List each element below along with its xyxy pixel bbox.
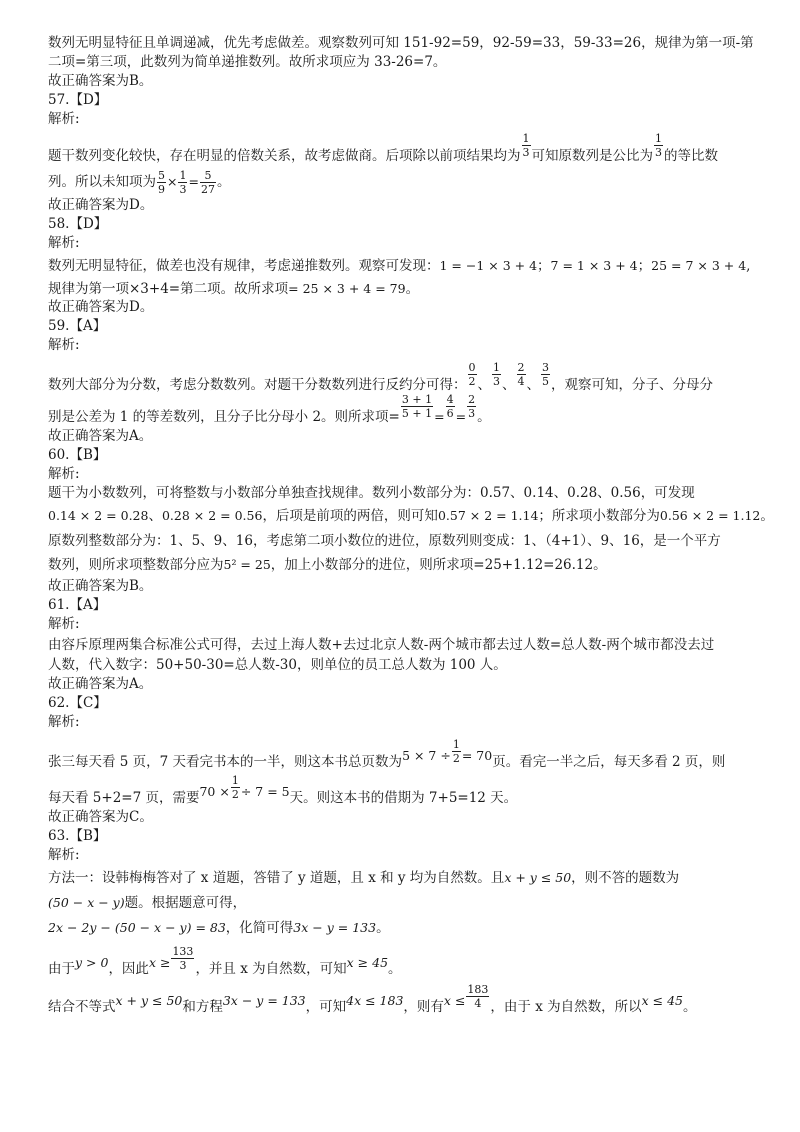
text-line: 数列无明显特征且单调递减，优先考虑做差。观察数列可知 151-92=59，92-59=33，59-33=26，规律为第一项-第 [48,35,754,51]
analysis-label: 解析: [48,111,80,127]
math-expression: 3x − y = 133 [293,920,377,935]
math-expression: 7 = 1 × 3 + 4 [550,258,638,273]
text-line: 方法一：设韩梅梅答对了 x 道题，答错了 y 道题，且 x 和 y 均为自然数。且x + y ≤ 50，则不答的题数为 [48,870,680,886]
fraction: $\frac{1}{2}$ [231,774,239,801]
text-line: 规律为第一项×3+4=第二项。故所求项= 25 × 3 + 4 = 79。 [48,281,420,297]
answer-line: 故正确答案为D。 [48,197,154,213]
text-line: 原数列整数部分为：1、5、9、16，考虑第二项小数位的进位，原数列则变成：1、（4+1）、9、16，是一个平方 [48,533,721,549]
fraction: $\frac{1}{3}$ [493,361,500,388]
fraction: $\frac{1}{2}$ [452,738,460,765]
answer-line: 故正确答案为D。 [48,299,154,315]
math-expression: 0.14 × 2 = 0.28 [48,508,149,523]
question-heading: 57.【D】 [48,92,108,108]
math-expression: = 25 × 3 + 4 = 79 [288,281,406,296]
text-line: (50 − x − y)题。根据题意可得， [48,895,247,911]
answer-line: 故正确答案为B。 [48,578,153,594]
analysis-label: 解析: [48,847,80,863]
question-heading: 60.【B】 [48,447,107,463]
fraction: $\frac{3}{5}$ [542,361,549,388]
fraction: $\frac{3 + 1}{5 + 1}$ [401,393,433,420]
text-line [48,129,760,166]
question-heading: 58.【D】 [48,216,108,232]
text-line: 人数，代入数字：50+50-30=总人数-30，则单位的员工总人数为 100 人。 [48,657,507,673]
text-segment: 可知原数列是公比为 [531,148,653,164]
text-line: 由于y > 0，因此x ≥ $\frac{133}{3}$ ，并且 x 为自然数，可知x ≥ 45。 [48,945,402,977]
text-segment: 。 [216,174,231,190]
math-expression: ÷ 7 = 5 [240,784,290,799]
document-page [48,34,774,1017]
fraction: $\frac{2}{4}$ [517,361,525,388]
question-heading: 59.【A】 [48,318,107,334]
text-line: 0.14 × 2 = 0.28、0.28 × 2 = 0.56，后项是前项的两倍，则可知0.57 × 2 = 1.14；所求项小数部分为0.56 × 2 = 1.12。 [48,508,774,524]
question-heading: 63.【B】 [48,828,107,844]
math-expression: (50 − x − y) [48,895,125,910]
fraction: $\frac{1}{3}$ [655,132,662,159]
fraction: $\frac{2}{3}$ [468,393,476,420]
math-expression: = 70 [461,748,493,763]
text-line: 结合不等式x + y ≤ 50和方程3x − y = 133，可知4x ≤ 183，则有x ≤ $\frac{183}{4}$ ，由于 x 为自然数，所以x ≤ 45。 [48,983,697,1015]
text-line: 别是公差为 1 的等差数列，且分子比分母小 2。则所求项= $\frac{3 + 1}{5 + 1}$ = $\frac{4}{6}$ = $\frac{2}{3}$ 。 [48,393,491,425]
analysis-label: 解析: [48,337,80,353]
text-line: 数列无明显特征，做差也没有规律，考虑递推数列。观察可发现：1 = −1 × 3 + 4；7 = 1 × 3 + 4；25 = 7 × 3 + 4, [48,258,751,274]
math-expression: x + y ≤ 50 [504,870,572,885]
math-expression: 4x ≤ 183 [346,993,404,1008]
fraction: $\frac{0}{2}$ [468,361,476,388]
math-expression: 1 = −1 × 3 + 4 [439,258,538,273]
math-expression: y > 0 [75,955,109,970]
math-expression: x + y ≤ 50 [115,993,183,1008]
text-line: 题干为小数数列，可将整数与小数部分单独查找规律。数列小数部分为：0.57、0.14、0.28、0.56，可发现 [48,485,695,501]
analysis-label: 解析: [48,235,80,251]
analysis-label: 解析: [48,714,80,730]
answer-line: 故正确答案为B。 [48,73,153,89]
analysis-label: 解析: [48,616,80,632]
question-heading: 62.【C】 [48,695,107,711]
analysis-label: 解析: [48,466,80,482]
question-heading: 61.【A】 [48,597,107,613]
math-expression: x ≥ 45 [346,955,389,970]
text-line: 每天看 5+2=7 页，需要70 × $\frac{1}{2}$ ÷ 7 = 5天。则这本书的借期为 7+5=12 天。 [48,774,518,806]
text-line: 由容斥原理两集合标准公式可得，去过上海人数+去过北京人数-两个城市都去过人数=总人数-两个城市都没去过 [48,637,715,653]
text-line: 数列大部分为分数，考虑分数数列。对题干分数数列进行反约分可得： $\frac{0}{2}$ 、 $\frac{1}{3}$ 、 $\frac{2}{4}$ 、 $\frac{3}{5}$ ，观察可知，分子、分母分 [48,361,713,393]
answer-line: 故正确答案为A。 [48,676,153,692]
math-expression: 0.28 × 2 = 0.56 [161,508,263,523]
math-expression: 0.56 × 2 = 1.12 [659,508,761,523]
text-line: 数列，则所求项整数部分应为5² = 25，加上小数部分的进位，则所求项=25+1.12=26.12。 [48,557,607,573]
text-line: 列。所以未知项为 $\frac{5}{9}$ × $\frac{1}{3}$ = $\frac{5}{27}$ 。 [48,169,231,196]
math-expression: 0.57 × 2 = 1.14 [437,508,539,523]
math-expression: 70 × [199,784,230,799]
text-segment: 题干数列变化较快，存在明显的倍数关系，故考虑做商。后项除以前项结果均为 [48,148,521,164]
math-expression: 2x − 2y − (50 − x − y) = 83 [48,920,226,935]
math-expression: x ≤ [443,993,466,1008]
text-segment: 的等比数 [664,148,718,164]
math-expression: x ≤ 45 [641,993,684,1008]
fraction: $\frac{133}{3}$ [172,945,194,972]
fraction: $\frac{1}{3}$ [179,169,187,196]
fraction: $\frac{4}{6}$ [446,393,454,420]
math-expression: 5² = 25 [223,557,271,572]
math-expression: 5 × 7 ÷ [402,748,451,763]
fraction: $\frac{5}{9}$ [158,169,165,196]
text-segment: 列。所以未知项为 [48,174,156,190]
fraction: $\frac{5}{27}$ [200,169,215,196]
answer-line: 故正确答案为A。 [48,428,153,444]
answer-line: 故正确答案为C。 [48,809,153,825]
text-line: 二项=第三项，此数列为简单递推数列。故所求项应为 33-26=7。 [48,54,447,70]
text-line: 2x − 2y − (50 − x − y) = 83，化简可得3x − y = 133。 [48,920,390,936]
fraction: $\frac{183}{4}$ [467,983,489,1010]
math-expression: x ≥ [148,955,171,970]
math-expression: 3x − y = 133 [222,993,306,1008]
fraction: $\frac{1}{3}$ [522,132,530,159]
text-line: 张三每天看 5 页，7 天看完书本的一半，则这本书总页数为5 × 7 ÷ $\frac{1}{2}$ = 70页。看完一半之后，每天多看 2 页，则 [48,738,726,770]
math-expression: 25 = 7 × 3 + 4 [651,258,747,273]
